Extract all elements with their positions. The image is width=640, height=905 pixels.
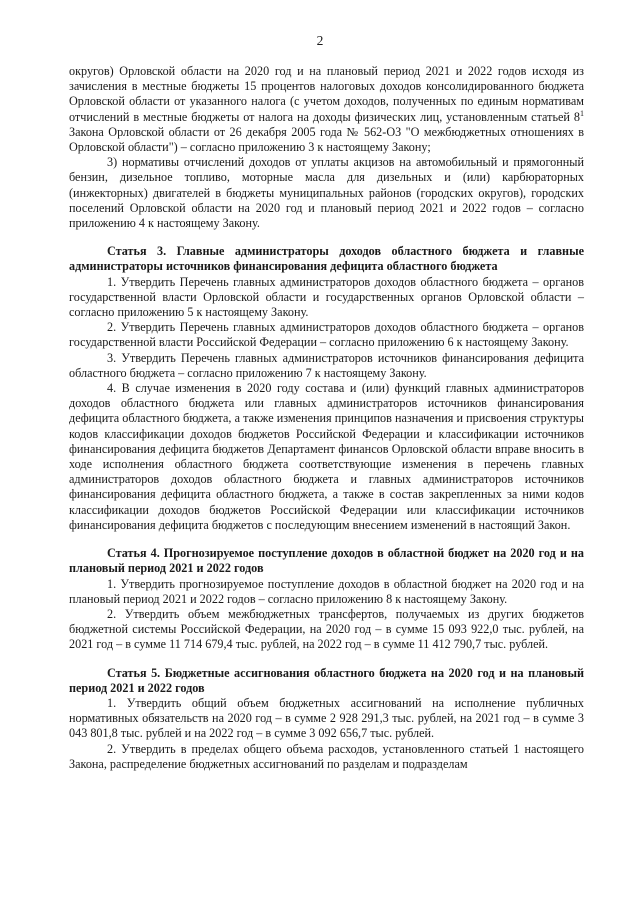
superscript: 1 <box>580 108 584 118</box>
paragraph-continuation <box>69 64 584 155</box>
paragraph-text-tail: Закона Орловской области от 26 декабря 2005 года № 562-ОЗ "О межбюджетных отношениях в Орловской области") – согласно приложению 3 к настоящему Закону; <box>69 124 584 155</box>
article-3-item-3: 3. Утвердить Перечень главных администраторов источников финансирования дефицита областного бюджета – согласно приложению 7 к настоящему Закону. <box>69 350 584 380</box>
article-3-item-4: 4. В случае изменения в 2020 году состава и (или) функций главных администраторов доходов областного бюджета или главных администраторов источников финансирования дефицита областного бюджета, а также изменения принципов назначения и присвоения структуры кодов классификации доходов бюджетов Российской Федерации и классификации источников финансирования дефицита бюджетов Департамент финансов Орловской области вправе вносить в ходе исполнения областного бюджета соответствующие изменения в перечень главных администраторов доходов областного бюджета и главных администраторов источников финансирования дефицита областного бюджета, а также в состав закрепленных за ними кодов классификации доходов бюджетов Российской Федерации или классификации источников финансирования дефицита бюджетов с последующим внесением изменений в настоящий Закон. <box>69 381 584 532</box>
article-3-item-2: 2. Утвердить Перечень главных администраторов доходов областного бюджета – органов государственной власти Российской Федерации – согласно приложению 6 к настоящему Закону. <box>69 320 584 350</box>
article-5-item-2: 2. Утвердить в пределах общего объема расходов, установленного статьей 1 настоящего Закона, распределение бюджетных ассигнований по разделам и подразделам <box>69 741 584 771</box>
list-item-3: 3) нормативы отчислений доходов от уплаты акцизов на автомобильный и прямогонный бензин, дизельное топливо, моторные масла для дизельных и (или) карбюраторных (инжекторных) двигателей в бюджеты муниципальных районов (городских округов), городских поселений Орловской области на 2020 год и плановый период 2021 и 2022 годов – согласно приложению 4 к настоящему Закону. <box>69 155 584 231</box>
article-4-heading: Статья 4. Прогнозируемое поступление доходов в областной бюджет на 2020 год и на плановый период 2021 и 2022 годов <box>69 546 584 576</box>
article-3-item-1: 1. Утвердить Перечень главных администраторов доходов областного бюджета – органов государственной власти Орловской области и государственных органов Орловской области – согласно приложению 5 к настоящему Закону. <box>69 274 584 320</box>
article-4-item-1: 1. Утвердить прогнозируемое поступление доходов в областной бюджет на 2020 год и на плановый период 2021 и 2022 годов – согласно приложению 8 к настоящему Закону. <box>69 576 584 606</box>
article-5-heading: Статья 5. Бюджетные ассигнования областного бюджета на 2020 год и на плановый период 2021 и 2022 годов <box>69 665 584 695</box>
paragraph-text: округов) Орловской области на 2020 год и на плановый период 2021 и 2022 годов исходя из зачисления в местные бюджеты 15 процентов налоговых доходов консолидированного бюджета Орловской области от указанного налога (с учетом доходов, полученных по единым нормативам отчислений в местные бюджеты от налога на доходы физических лиц, установленным статьей 8 <box>69 64 584 124</box>
article-3-heading: Статья 3. Главные администраторы доходов областного бюджета и главные администраторы источников финансирования дефицита областного бюджета <box>69 244 584 274</box>
document-body <box>69 64 584 772</box>
article-4-item-2: 2. Утвердить объем межбюджетных трансфертов, получаемых из других бюджетов бюджетной системы Российской Федерации, на 2020 год – в сумме 15 093 922,0 тыс. рублей, на 2021 год – в сумме 11 714 679,4 тыс. рублей, на 2022 год – в сумме 11 412 790,7 тыс. рублей. <box>69 606 584 652</box>
article-5-item-1: 1. Утвердить общий объем бюджетных ассигнований на исполнение публичных нормативных обязательств на 2020 год – в сумме 2 928 291,3 тыс. рублей, на 2021 год – в сумме 3 043 801,8 тыс. рублей и на 2022 год – в сумме 3 092 656,7 тыс. рублей. <box>69 695 584 741</box>
page-number: 2 <box>316 33 324 48</box>
